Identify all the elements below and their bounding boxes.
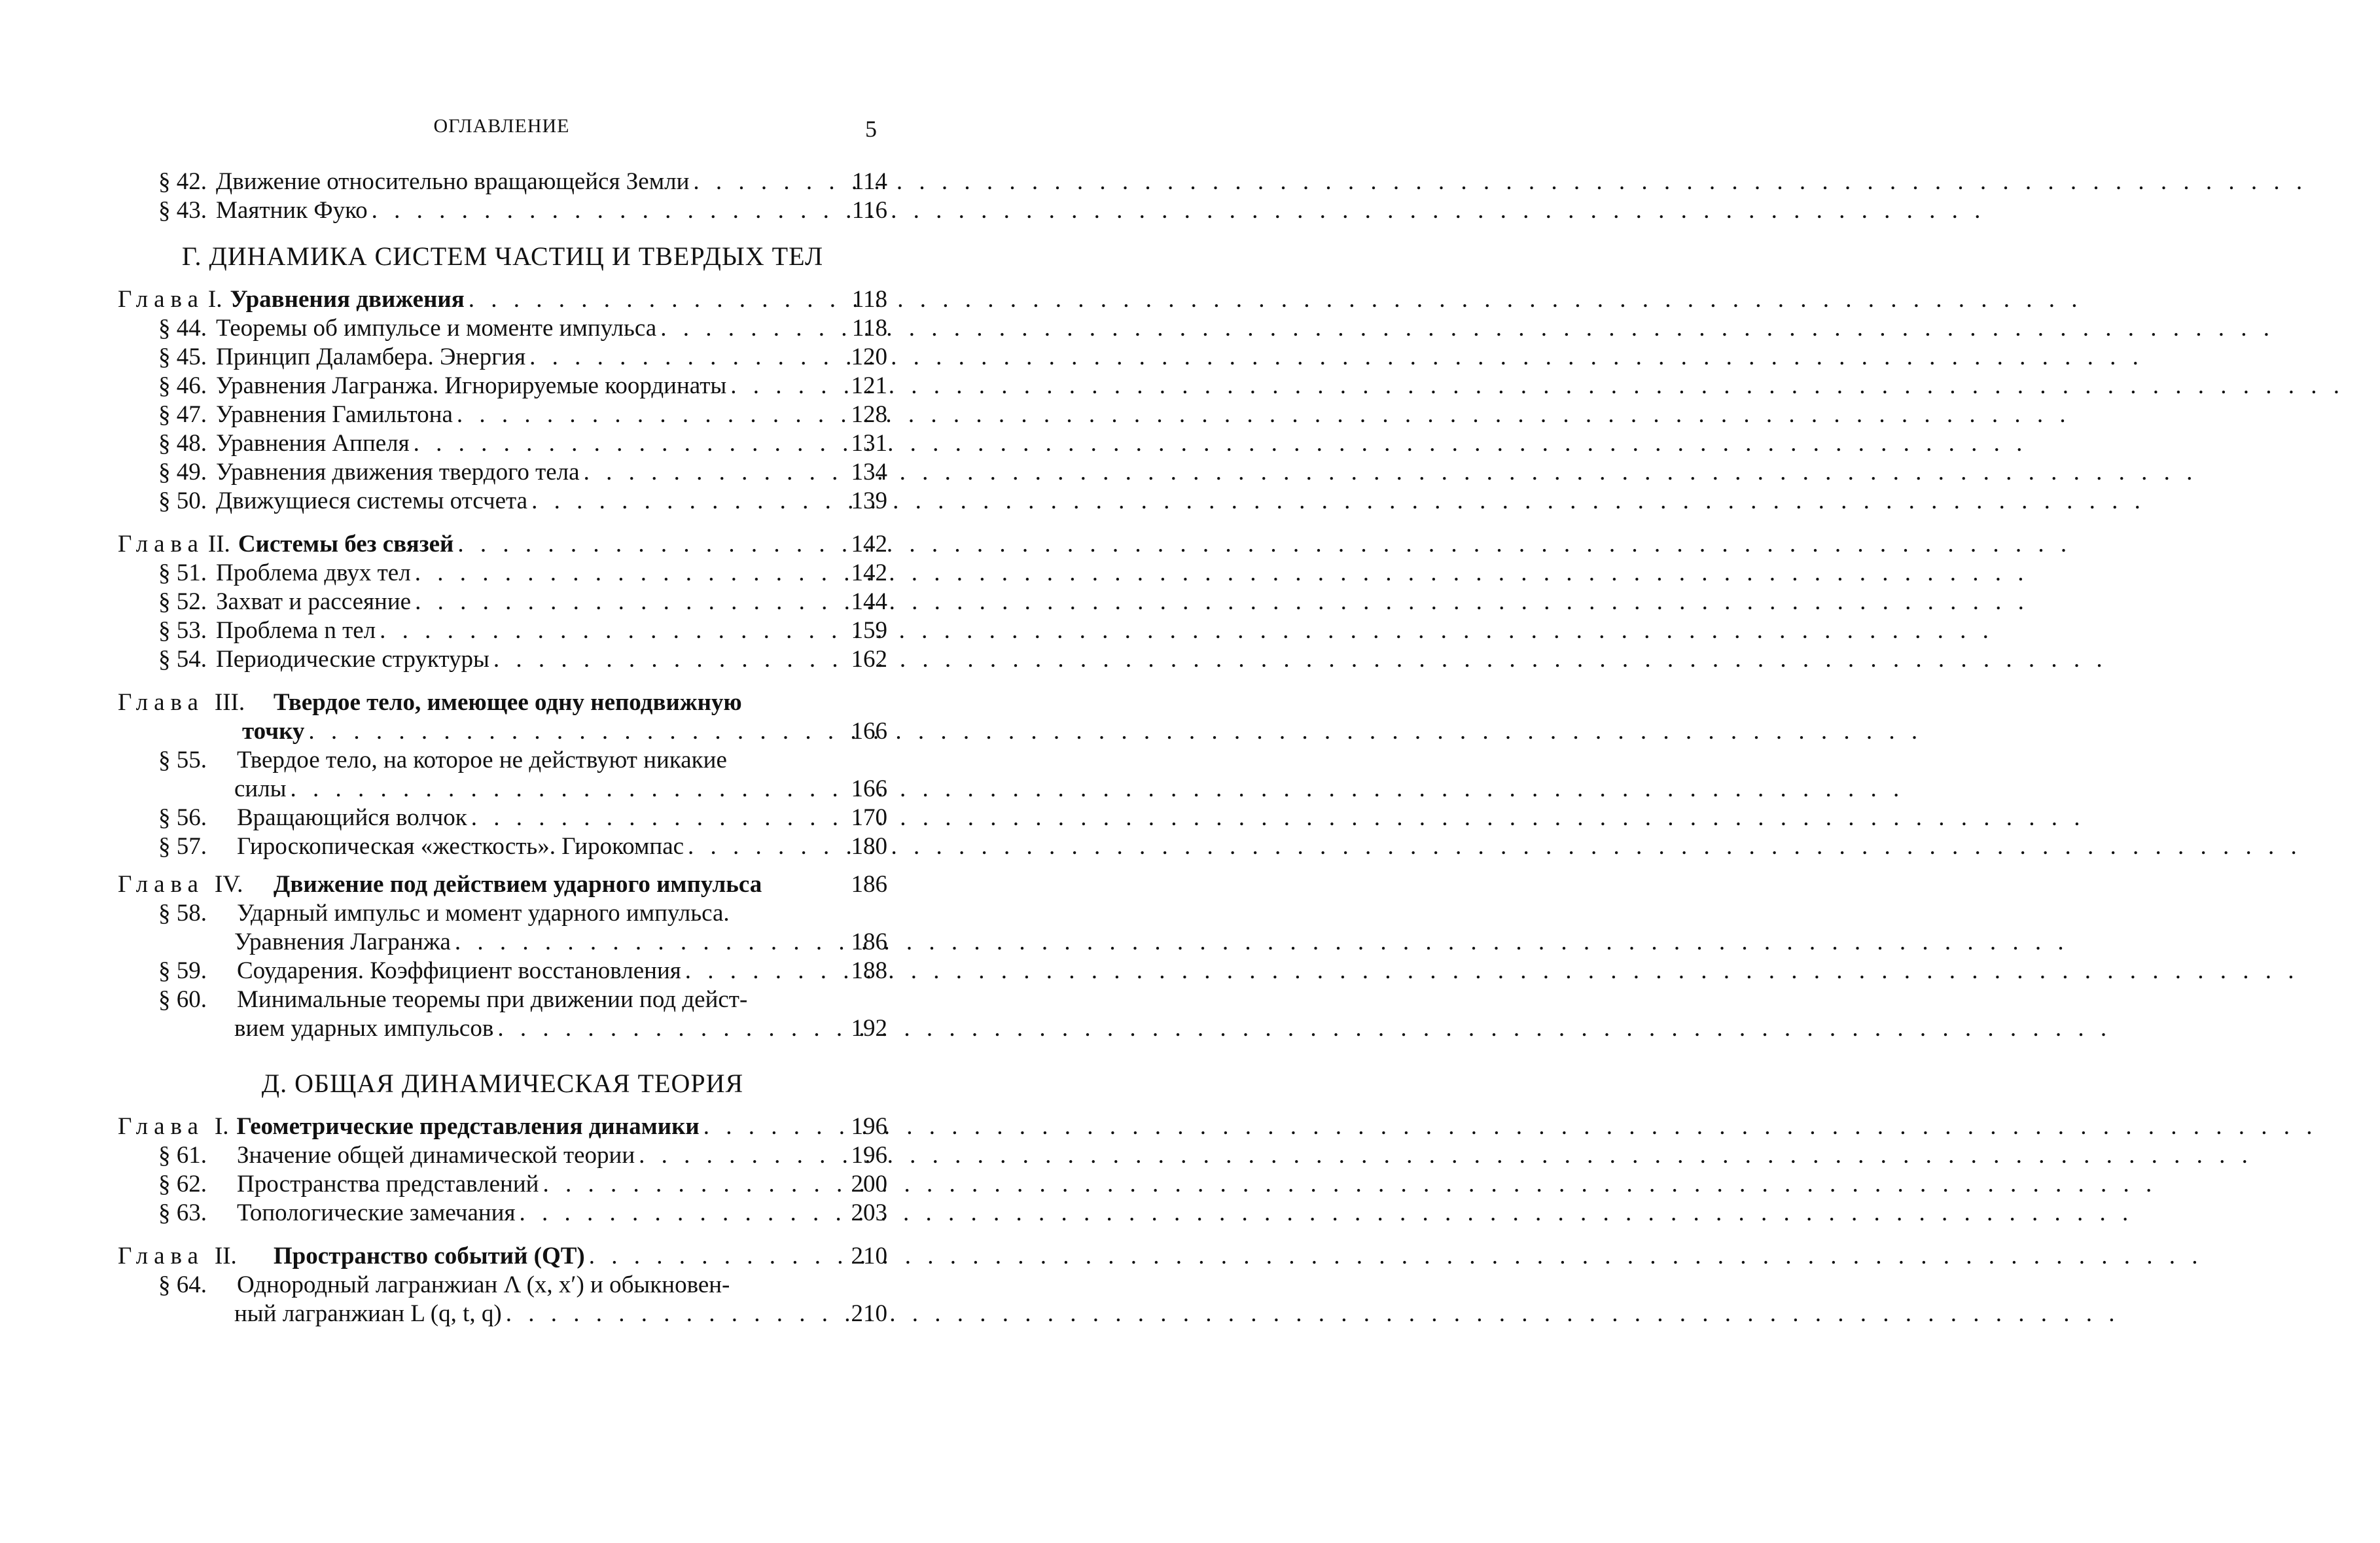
- section-title: Однородный лагранжиан Λ (x, x′) и обыкновен-: [237, 1271, 730, 1298]
- toc-entry: [118, 559, 887, 588]
- toc-entry: [118, 314, 887, 343]
- chapter-title: Геометрические представления динамики: [236, 1113, 700, 1140]
- toc-entry: [118, 429, 887, 458]
- chapter-title: Системы без связей: [238, 531, 454, 558]
- leader-dots: [467, 804, 835, 832]
- chapter-title: Пространство событий (QT): [273, 1243, 585, 1269]
- section-number: § 58.: [158, 900, 207, 927]
- part-title-g: Г. ДИНАМИКА СИСТЕМ ЧАСТИЦ И ТВЕРДЫХ ТЕЛ: [181, 241, 824, 271]
- chapter-title: Уравнения движения: [230, 286, 465, 313]
- page-ref: 134: [851, 459, 887, 486]
- page-ref: 114: [851, 168, 887, 195]
- page-number: 5: [865, 116, 877, 142]
- toc-entry-continuation: [118, 775, 887, 804]
- section-number: § 52.: [158, 588, 207, 615]
- leader-dots: [681, 957, 835, 985]
- toc-entry: [118, 588, 887, 616]
- page-ref: 186: [851, 929, 887, 955]
- leader-dots: [451, 928, 835, 957]
- section-title: Маятник Фуко: [216, 197, 368, 224]
- section-title: Уравнения Лагранжа. Игнорируемые координаты: [216, 372, 727, 399]
- table-of-contents: [118, 168, 887, 1328]
- chapter-title: Движение под действием ударного импульса: [273, 871, 762, 898]
- leader-dots: [453, 530, 835, 559]
- chapter-entry: [118, 530, 887, 559]
- chapter-number: IV.: [214, 871, 243, 898]
- leader-dots: [585, 1242, 835, 1271]
- section-title: Теоремы об импульсе и моменте импульса: [216, 315, 657, 342]
- section-number: § 43.: [158, 197, 207, 224]
- section-title: Твердое тело, на которое не действуют никакие: [237, 747, 727, 773]
- chapter-label: Глава: [118, 1113, 204, 1140]
- toc-entry: [118, 899, 887, 928]
- leader-dots: [527, 487, 835, 516]
- leader-dots: [304, 717, 835, 746]
- chapter-label: Глава: [118, 689, 204, 716]
- section-number: § 62.: [158, 1171, 207, 1197]
- page-ref: 159: [851, 617, 887, 644]
- section-number: § 53.: [158, 617, 207, 644]
- section-number: § 47.: [158, 401, 207, 428]
- leader-dots: [516, 1199, 836, 1228]
- page-ref: 118: [851, 286, 887, 313]
- section-number: § 63.: [158, 1199, 207, 1226]
- section-number: § 46.: [158, 372, 207, 399]
- toc-entry: [118, 1141, 887, 1170]
- section-number: § 61.: [158, 1142, 207, 1169]
- running-head: ОГЛАВЛЕНИЕ: [433, 115, 570, 137]
- chapter-label: Глава: [118, 871, 204, 898]
- page-ref: 210: [851, 1300, 887, 1327]
- toc-entry: [118, 343, 887, 372]
- page-ref: 116: [851, 197, 887, 224]
- page-ref: 186: [851, 871, 887, 898]
- page-ref: 142: [851, 531, 887, 558]
- page-ref: 162: [851, 646, 887, 673]
- section-number: § 49.: [158, 459, 207, 486]
- page-ref: 192: [851, 1015, 887, 1042]
- toc-entry-continuation: [118, 1014, 887, 1043]
- chapter-entry: [118, 688, 887, 717]
- chapter-entry-continuation: [118, 717, 887, 746]
- section-number: § 50.: [158, 488, 207, 514]
- leader-dots: [410, 429, 835, 458]
- chapter-number: II.: [214, 1243, 237, 1269]
- leader-dots: [493, 1014, 835, 1043]
- toc-entry: [118, 746, 887, 775]
- chapter-label: Глава: [118, 531, 204, 558]
- page-ref: 121: [851, 372, 887, 399]
- toc-entry: [118, 985, 887, 1014]
- toc-entry: [118, 196, 887, 225]
- leader-dots: [525, 343, 835, 372]
- section-title: Принцип Даламбера. Энергия: [216, 344, 526, 370]
- leader-dots: [580, 458, 835, 487]
- section-title-continuation: Уравнения Лагранжа: [234, 929, 451, 955]
- toc-entry: [118, 400, 887, 429]
- section-number: § 55.: [158, 747, 207, 773]
- toc-entry: [118, 487, 887, 516]
- leader-dots: [502, 1300, 835, 1328]
- chapter-label: Глава: [118, 286, 204, 313]
- chapter-title: Твердое тело, имеющее одну неподвижную: [273, 689, 742, 716]
- leader-dots: [489, 645, 835, 674]
- leader-dots: [411, 559, 835, 588]
- toc-entry: [118, 1170, 887, 1199]
- chapter-entry: [118, 1242, 887, 1271]
- section-title: Ударный импульс и момент ударного импульса.: [237, 900, 730, 927]
- page-ref: 200: [851, 1171, 887, 1197]
- page-ref: 203: [851, 1199, 887, 1226]
- chapter-number: II.: [207, 531, 230, 558]
- page-ref: 166: [851, 775, 887, 802]
- toc-entry: [118, 832, 887, 861]
- page-ref: 128: [851, 401, 887, 428]
- section-number: § 64.: [158, 1271, 207, 1298]
- leader-dots: [287, 775, 835, 804]
- section-number: § 51.: [158, 559, 207, 586]
- section-title: Топологические замечания: [237, 1199, 516, 1226]
- leader-dots: [635, 1141, 835, 1170]
- chapter-title-continuation: точку: [242, 718, 305, 745]
- leader-dots: [539, 1170, 835, 1199]
- leader-dots: [726, 372, 835, 400]
- section-title: Движущиеся системы отсчета: [216, 488, 528, 514]
- toc-entry-continuation: [118, 928, 887, 957]
- page-ref: 196: [851, 1142, 887, 1169]
- toc-entry: [118, 957, 887, 985]
- page-ref: 170: [851, 804, 887, 831]
- chapter-number: I.: [207, 286, 222, 313]
- toc-entry: [118, 616, 887, 645]
- section-title: Проблема n тел: [216, 617, 376, 644]
- chapter-label: Глава: [118, 1243, 204, 1269]
- leader-dots: [376, 616, 835, 645]
- leader-dots: [700, 1112, 835, 1141]
- section-title: Соударения. Коэффициент восстановления: [237, 957, 681, 984]
- section-title: Гироскопическая «жесткость». Гирокомпас: [237, 833, 684, 860]
- toc-entry: [118, 645, 887, 674]
- section-title: Уравнения движения твердого тела: [216, 459, 580, 486]
- section-title: Значение общей динамической теории: [237, 1142, 635, 1169]
- toc-entry: [118, 1271, 887, 1300]
- toc-entry: [118, 372, 887, 400]
- section-number: § 59.: [158, 957, 207, 984]
- leader-dots: [453, 400, 835, 429]
- section-number: § 60.: [158, 986, 207, 1013]
- page-ref: 139: [851, 488, 887, 514]
- page-ref: 131: [851, 430, 887, 457]
- leader-dots: [465, 285, 835, 314]
- page-ref: 118: [851, 315, 887, 342]
- chapter-entry: [118, 285, 887, 314]
- section-number: § 54.: [158, 646, 207, 673]
- toc-entry: [118, 168, 887, 196]
- chapter-number: I.: [214, 1113, 229, 1140]
- section-number: § 42.: [158, 168, 207, 195]
- section-title: Захват и рассеяние: [216, 588, 412, 615]
- section-title: Уравнения Аппеля: [216, 430, 410, 457]
- section-title-continuation: силы: [234, 775, 287, 802]
- part-title-d: Д. ОБЩАЯ ДИНАМИЧЕСКАЯ ТЕОРИЯ: [261, 1069, 744, 1098]
- page-ref: 210: [851, 1243, 887, 1269]
- page-ref: 180: [851, 833, 887, 860]
- section-number: § 57.: [158, 833, 207, 860]
- page-ref: 144: [851, 588, 887, 615]
- section-title: Движение относительно вращающейся Земли: [216, 168, 690, 195]
- section-title: Уравнения Гамильтона: [216, 401, 453, 428]
- leader-dots: [689, 168, 835, 196]
- toc-entry-continuation: [118, 1300, 887, 1328]
- section-title-continuation: вием ударных импульсов: [234, 1015, 494, 1042]
- section-title: Минимальные теоремы при движении под дейст-: [237, 986, 748, 1013]
- toc-entry: [118, 458, 887, 487]
- leader-dots: [411, 588, 835, 616]
- chapter-entry: [118, 870, 887, 899]
- page-ref: 188: [851, 957, 887, 984]
- toc-entry: [118, 804, 887, 832]
- section-number: § 44.: [158, 315, 207, 342]
- leader-dots: [368, 196, 835, 225]
- leader-dots: [656, 314, 835, 343]
- toc-entry: [118, 1199, 887, 1228]
- section-title: Пространства представлений: [237, 1171, 539, 1197]
- section-title: Периодические структуры: [216, 646, 489, 673]
- leader-dots: [684, 832, 835, 861]
- chapter-entry: [118, 1112, 887, 1141]
- page-ref: 166: [851, 718, 887, 745]
- book-page: [0, 0, 1003, 1543]
- page-ref: 120: [851, 344, 887, 370]
- section-title: Проблема двух тел: [216, 559, 411, 586]
- section-title: Вращающийся волчок: [237, 804, 467, 831]
- section-number: § 48.: [158, 430, 207, 457]
- section-number: § 56.: [158, 804, 207, 831]
- page-ref: 142: [851, 559, 887, 586]
- chapter-number: III.: [214, 689, 245, 716]
- page-ref: 196: [851, 1113, 887, 1140]
- section-number: § 45.: [158, 344, 207, 370]
- section-title-continuation: ный лагранжиан L (q, t, q): [234, 1300, 502, 1327]
